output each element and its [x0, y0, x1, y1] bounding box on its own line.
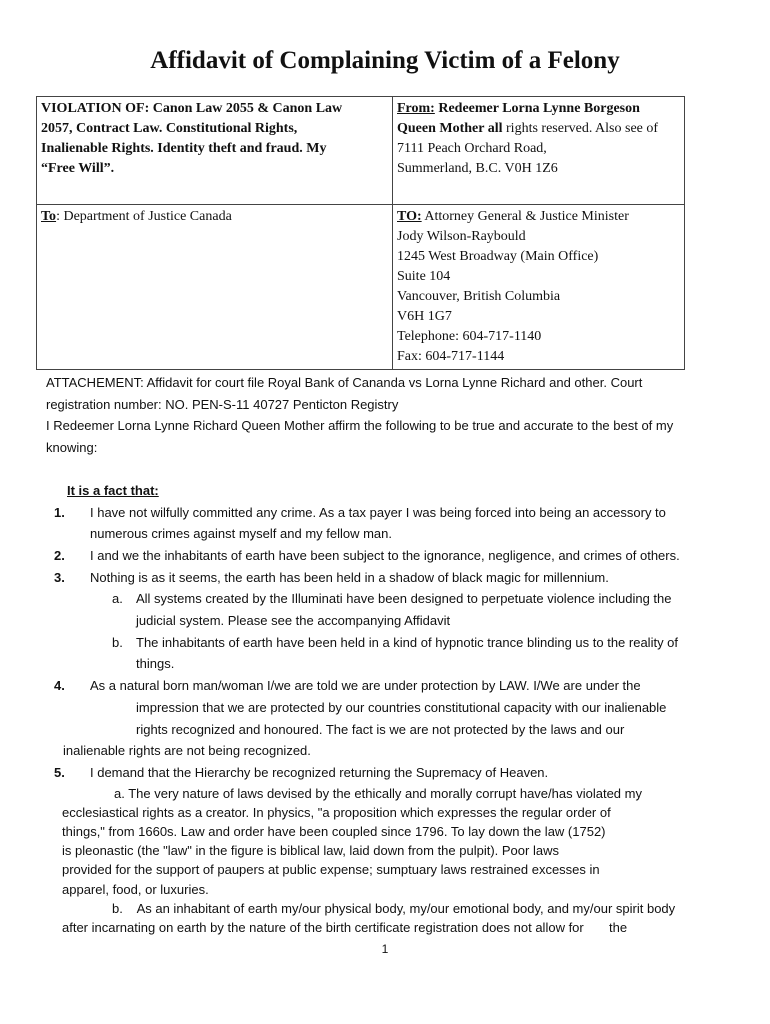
to-department-cell — [37, 205, 393, 370]
item-text: All systems created by the Illuminati have been designed to perpetuate violence including the — [136, 591, 672, 607]
item-text: inalienable rights are not being recognized. — [63, 743, 311, 759]
item-text: The inhabitants of earth have been held in a kind of hypnotic trance blinding us to the reality of — [136, 634, 679, 650]
item-text: As a natural born man/woman I/we are told we are under protection by LAW. I/We are under the — [90, 678, 641, 694]
to-attorney-title: Attorney General & Justice Minister — [421, 209, 629, 224]
facts-heading: It is a fact that: — [67, 482, 159, 498]
item-text: things. — [136, 656, 175, 672]
item-text: numerous crimes against myself and my fellow man. — [90, 526, 393, 542]
fact-item-3 — [46, 567, 736, 589]
document-title: Affidavit of Complaining Victim of a Felony — [150, 47, 620, 74]
from-cell — [393, 97, 685, 205]
to-address-line: Vancouver, British Columbia — [397, 289, 561, 304]
to-address-line: Jody Wilson-Raybould — [397, 229, 526, 244]
sub-item-label: b. — [112, 634, 123, 650]
violation-line: “Free Will”. — [41, 161, 115, 176]
header-table — [36, 96, 685, 370]
fact-item-1 — [46, 502, 736, 545]
item-text: provided for the support of paupers at public expense; sumptuary laws restrained excesses in — [62, 862, 600, 878]
fact-item-5b — [46, 899, 736, 937]
from-name: Redeemer Lorna Lynne Borgeson — [434, 101, 640, 116]
from-rights: rights reserved. Also see of — [502, 121, 659, 136]
fact-item-5 — [46, 762, 736, 784]
to-attorney-label: TO: — [397, 209, 422, 224]
sub-item-label: a. — [112, 591, 123, 607]
to-label: To — [41, 209, 57, 224]
violation-line: VIOLATION OF: Canon Law 2055 & Canon Law — [41, 101, 343, 116]
item-text: As an inhabitant of earth my/our physical body, my/our emotional body, and my/our spirit body — [136, 900, 676, 916]
fact-item-2 — [46, 545, 736, 567]
to-telephone: Telephone: 604-717-1140 — [397, 329, 542, 344]
to-attorney-cell — [393, 205, 685, 370]
from-label: From: — [397, 101, 435, 116]
item-number: 5. — [54, 764, 65, 780]
item-text: a. The very nature of laws devised by the ethically and morally corrupt have/has violated my — [114, 785, 642, 801]
attachment-line: registration number: NO. PEN-S-11 40727 Penticton Registry — [46, 396, 399, 412]
item-number: 1. — [54, 504, 65, 520]
item-number: 3. — [54, 569, 65, 585]
document-body — [46, 372, 736, 937]
affirmation-line: knowing: — [46, 440, 98, 456]
item-text: is pleonastic (the "law" in the figure is biblical law, laid down from the pulpit). Poor laws — [62, 843, 559, 859]
fact-item-4 — [46, 675, 736, 762]
item-number: 2. — [54, 547, 65, 563]
item-text: impression that we are protected by our countries constitutional capacity with our inalienable — [136, 699, 667, 715]
item-text: things," from 1660s. Law and order have been coupled since 1796. To lay down the law (1752) — [62, 824, 606, 840]
affirmation-line: I Redeemer Lorna Lynne Richard Queen Mother affirm the following to be true and accurate to the best of my — [46, 418, 674, 434]
violation-line: Inalienable Rights. Identity theft and fraud. My — [41, 141, 327, 156]
item-text: rights recognized and honoured. The fact is we are not protected by the laws and our — [136, 721, 625, 737]
fact-item-3a — [46, 588, 736, 631]
attachment-line: ATTACHEMENT: Affidavit for court file Royal Bank of Cananda vs Lorna Lynne Richard and other. Court — [46, 375, 643, 390]
item-text: I have not wilfully committed any crime. As a tax payer I was being forced into being an accessory to — [90, 504, 666, 520]
from-title: Queen Mother all — [397, 121, 503, 136]
fact-item-3b — [46, 632, 736, 675]
item-text: Nothing is as it seems, the earth has been held in a shadow of black magic for millennium. — [90, 569, 609, 585]
item-number: 4. — [54, 678, 65, 694]
item-text: apparel, food, or luxuries. — [62, 881, 209, 897]
to-address-line: 1245 West Broadway (Main Office) — [397, 249, 599, 264]
item-text: I demand that the Hierarchy be recognized returning the Supremacy of Heaven. — [90, 764, 549, 780]
to-address-line: V6H 1G7 — [397, 309, 452, 324]
to-address-line: Suite 104 — [397, 269, 451, 284]
to-fax: Fax: 604-717-1144 — [397, 349, 505, 364]
from-address-line: Summerland, B.C. V0H 1Z6 — [397, 161, 558, 176]
item-text: judicial system. Please see the accompanying Affidavit — [136, 613, 451, 629]
item-text: ecclesiastical rights as a creator. In physics, "a proposition which expresses the regular order of — [62, 804, 611, 820]
page-number: 1 — [381, 942, 389, 956]
sub-item-label: b. — [112, 900, 123, 916]
violation-cell — [37, 97, 393, 205]
to-department: : Department of Justice Canada — [56, 209, 232, 224]
fact-item-5a — [46, 784, 736, 899]
from-address-line: 7111 Peach Orchard Road, — [397, 141, 547, 156]
violation-line: 2057, Contract Law. Constitutional Rights, — [41, 121, 298, 136]
item-text: after incarnating on earth by the nature of the birth certificate registration does not allow for the — [62, 920, 628, 936]
item-text: I and we the inhabitants of earth have been subject to the ignorance, negligence, and crimes of others. — [90, 547, 680, 563]
